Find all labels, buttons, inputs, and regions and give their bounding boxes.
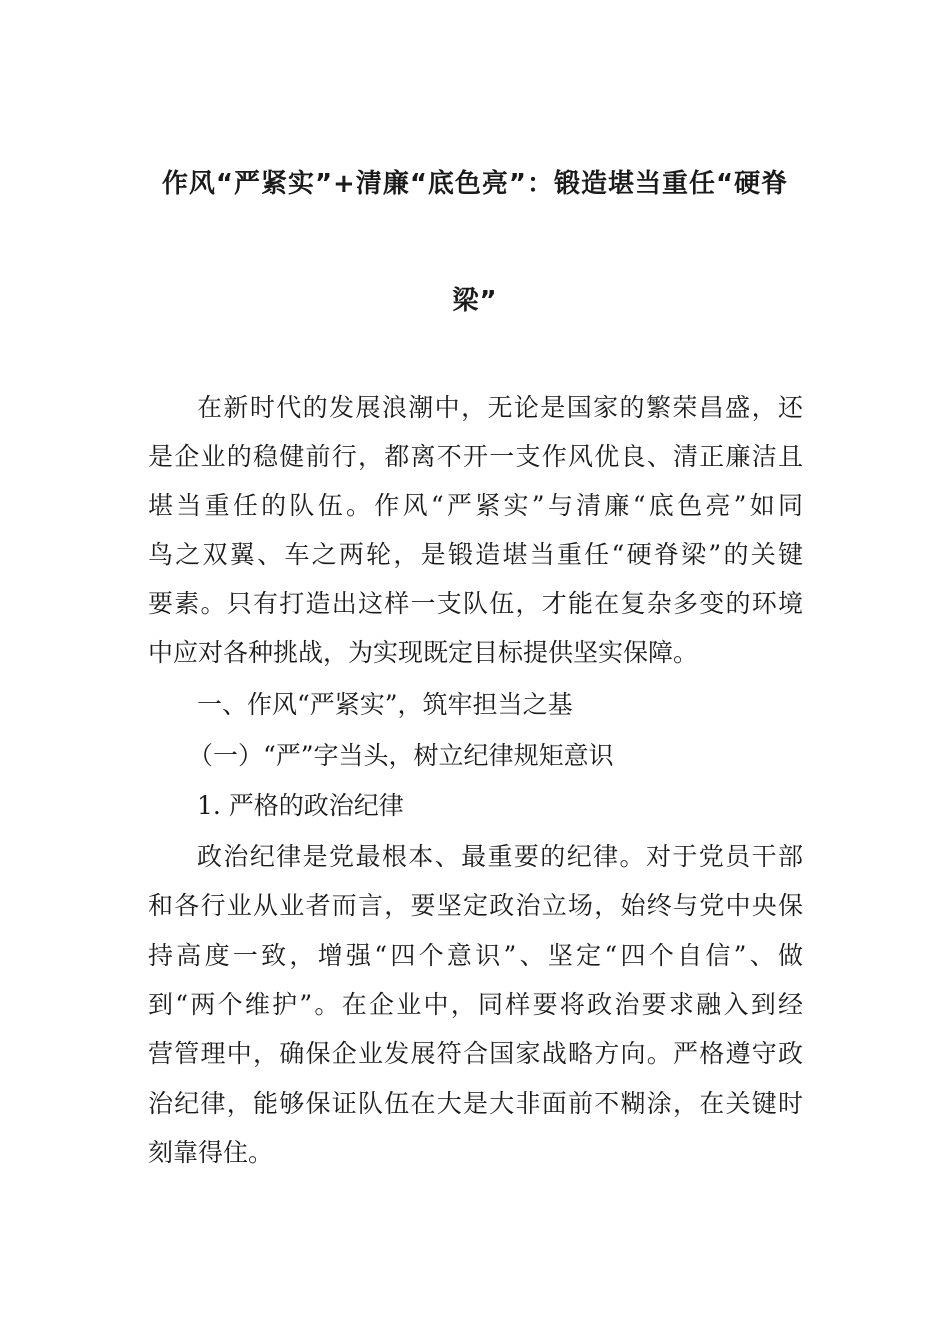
section-heading-3: 1. 严格的政治纪律 xyxy=(197,791,404,820)
intro-line-5: 要素。只有打造出这样一支队伍，才能在复杂多变的环境 xyxy=(148,589,803,618)
section-heading-1: 一、作风“严紧实”，筑牢担当之基 xyxy=(197,690,573,719)
document-title-line-1: 作风“严紧实”+清廉“底色亮”：锻造堪当重任“硬脊 xyxy=(161,169,789,199)
intro-line-6: 中应对各种挑战，为实现既定目标提供坚实保障。 xyxy=(148,638,699,667)
intro-line-4: 鸟之双翼、车之两轮，是锻造堪当重任“硬脊梁”的关键 xyxy=(148,540,803,569)
body-line-2: 和各行业从业者而言，要坚定政治立场，始终与党中央保 xyxy=(148,891,803,920)
intro-line-1: 在新时代的发展浪潮中，无论是国家的繁荣昌盛，还 xyxy=(197,393,803,422)
intro-line-3: 堪当重任的队伍。作风“严紧实”与清廉“底色亮”如同 xyxy=(148,491,803,520)
body-line-5: 营管理中，确保企业发展符合国家战略方向。严格遵守政 xyxy=(148,1039,803,1068)
body-line-7: 刻靠得住。 xyxy=(148,1138,274,1167)
body-line-3: 持高度一致，增强“四个意识”、坚定“四个自信”、做 xyxy=(148,941,803,970)
section-heading-2: （一）“严”字当头，树立纪律规矩意识 xyxy=(188,741,614,770)
body-line-1: 政治纪律是党最根本、最重要的纪律。对于党员干部 xyxy=(197,842,803,871)
body-line-6: 治纪律，能够保证队伍在大是大非面前不糊涂，在关键时 xyxy=(148,1089,803,1118)
body-line-4: 到“两个维护”。在企业中，同样要将政治要求融入到经 xyxy=(148,990,803,1019)
document-title-line-2: 梁” xyxy=(452,286,498,316)
intro-line-2: 是企业的稳健前行，都离不开一支作风优良、清正廉洁且 xyxy=(148,442,803,471)
